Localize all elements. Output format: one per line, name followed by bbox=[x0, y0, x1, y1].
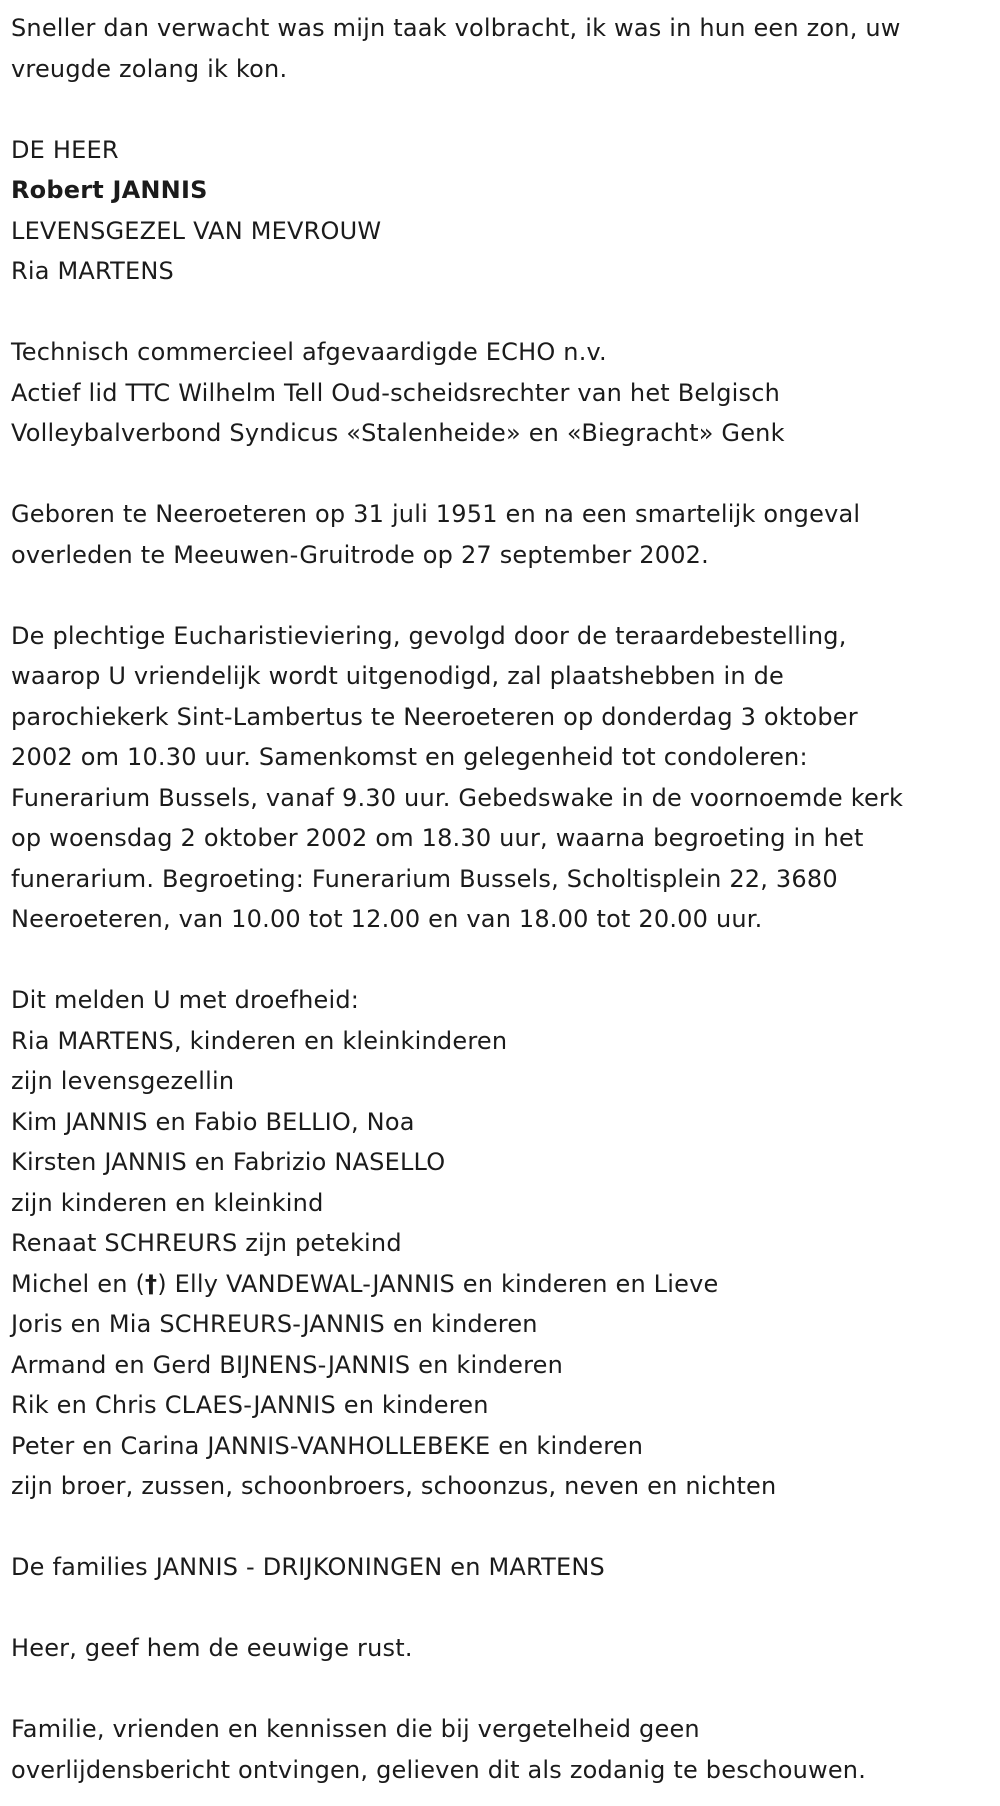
closing-line: overlijdensbericht ontvingen, gelieven dit als zodanig te beschouwen. bbox=[11, 1755, 867, 1784]
mourner-line: Armand en Gerd BIJNENS-JANNIS en kinderen bbox=[11, 1350, 564, 1379]
ceremony-line: Funerarium Bussels, vanaf 9.30 uur. Gebedswake in de voornoemde kerk bbox=[11, 783, 904, 812]
ceremony-line: parochiekerk Sint-Lambertus te Neeroeteren op donderdag 3 oktober bbox=[11, 702, 858, 731]
functions-section bbox=[11, 332, 989, 454]
cross-icon: † bbox=[145, 1269, 158, 1298]
mourner-line: zijn broer, zussen, schoonbroers, schoonzus, neven en nichten bbox=[11, 1472, 777, 1500]
families-section bbox=[11, 1547, 989, 1588]
closing-line: Familie, vrienden en kennissen die bij vergetelheid geen bbox=[11, 1715, 700, 1743]
ceremony-line: Neeroeteren, van 10.00 tot 12.00 en van 18.00 tot 20.00 uur. bbox=[11, 905, 763, 933]
function-line: Actief lid TTC Wilhelm Tell Oud-scheidsrechter van het Belgisch bbox=[11, 378, 781, 407]
ceremony-line: op woensdag 2 oktober 2002 om 18.30 uur, waarna begroeting in het bbox=[11, 824, 864, 852]
function-line: Technisch commercieel afgevaardigde ECHO n.v. bbox=[11, 338, 607, 366]
spacer bbox=[11, 292, 989, 333]
intro-line: Sneller dan verwacht was mijn taak volbracht, ik was in hun een zon, uw bbox=[11, 14, 901, 42]
mourner-line: Joris en Mia SCHREURS-JANNIS en kinderen bbox=[11, 1310, 538, 1338]
spacer bbox=[11, 940, 989, 981]
mourner-line: Peter en Carina JANNIS-VANHOLLEBEKE en kinderen bbox=[11, 1431, 644, 1460]
title-prefix: DE HEER bbox=[11, 135, 119, 164]
mourners-section bbox=[11, 980, 989, 1507]
mourner-line: zijn levensgezellin bbox=[11, 1067, 235, 1095]
birth-death-section bbox=[11, 494, 989, 575]
spacer bbox=[11, 1507, 989, 1548]
birth-death-line: Geboren te Neeroeteren op 31 juli 1951 en na een smartelijk ongeval bbox=[11, 500, 861, 528]
intro-verse bbox=[11, 8, 989, 89]
function-line: Volleybalverbond Syndicus «Stalenheide» en «Biegracht» Genk bbox=[11, 419, 785, 447]
spacer bbox=[11, 575, 989, 616]
mourners-intro: Dit melden U met droefheid: bbox=[11, 986, 360, 1014]
ceremony-line: 2002 om 10.30 uur. Samenkomst en gelegenheid tot condoleren: bbox=[11, 743, 808, 771]
mourner-line-with-cross bbox=[11, 1264, 989, 1305]
mourner-line: Kim JANNIS en Fabio BELLIO, Noa bbox=[11, 1107, 415, 1136]
spacer bbox=[11, 1588, 989, 1629]
closing-section bbox=[11, 1709, 989, 1790]
mourner-text: ) Elly VANDEWAL-JANNIS en kinderen en Lieve bbox=[157, 1269, 719, 1298]
spacer bbox=[11, 454, 989, 495]
mourner-line: zijn kinderen en kleinkind bbox=[11, 1188, 324, 1217]
spacer bbox=[11, 89, 989, 130]
mourner-line: Ria MARTENS, kinderen en kleinkinderen bbox=[11, 1026, 508, 1055]
prayer-section bbox=[11, 1628, 989, 1669]
mourner-line: Kirsten JANNIS en Fabrizio NASELLO bbox=[11, 1148, 446, 1176]
partner-name: Ria MARTENS bbox=[11, 257, 174, 285]
intro-line: vreugde zolang ik kon. bbox=[11, 54, 288, 83]
ceremony-line: waarop U vriendelijk wordt uitgenodigd, zal plaatshebben in de bbox=[11, 662, 785, 690]
ceremony-section bbox=[11, 616, 989, 940]
spacer bbox=[11, 1669, 989, 1710]
birth-death-line: overleden te Meeuwen-Gruitrode op 27 september 2002. bbox=[11, 540, 709, 569]
mourner-line: Renaat SCHREURS zijn petekind bbox=[11, 1229, 402, 1257]
relation-line: LEVENSGEZEL VAN MEVROUW bbox=[11, 216, 382, 245]
mourner-text: Michel en ( bbox=[11, 1269, 146, 1298]
ceremony-line: De plechtige Eucharistieviering, gevolgd door de teraardebestelling, bbox=[11, 621, 847, 650]
ceremony-line: funerarium. Begroeting: Funerarium Bussels, Scholtisplein 22, 3680 bbox=[11, 864, 838, 893]
mourner-line: Rik en Chris CLAES-JANNIS en kinderen bbox=[11, 1391, 489, 1419]
deceased-name: Robert JANNIS bbox=[11, 176, 208, 204]
deceased-header bbox=[11, 130, 989, 292]
families-line: De families JANNIS - DRIJKONINGEN en MARTENS bbox=[11, 1553, 605, 1581]
prayer-line: Heer, geef hem de eeuwige rust. bbox=[11, 1634, 413, 1662]
